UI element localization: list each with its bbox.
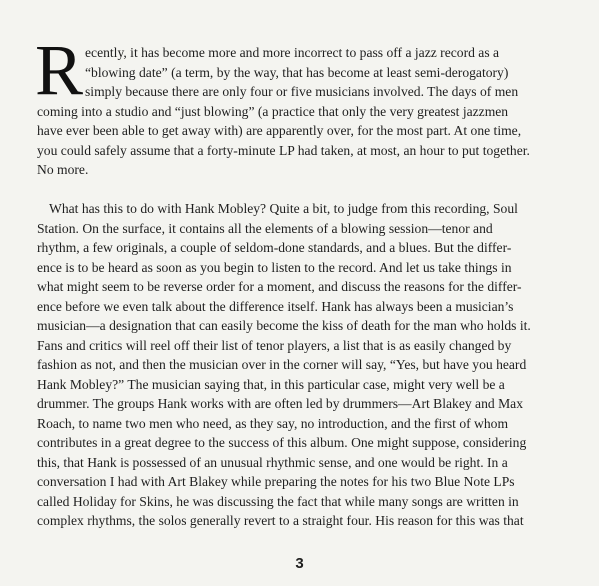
paragraph-line: this, that Hank is possessed of an unusual rhythmic sense, and one would be right. In a [37,454,508,470]
paragraph-line: Station. On the surface, it contains all the elements of a blowing session—tenor and [37,220,493,236]
paragraph-line: fashion as not, and then the musician over in the corner will say, “Yes, but have you heard [37,357,527,372]
paragraph-line: No more. [37,162,89,177]
paragraph-line: Roach, to name two men who need, as they say, no introduction, and the first of whom [37,415,509,431]
paragraph-1 [35,30,564,199]
paragraph-line: what might seem to be reverse order for a moment, and discuss the reasons for the differ- [37,279,522,294]
paragraph-line: ence before we even talk about the difference itself. Hank has always been a musician’s [37,298,514,314]
paragraph-line: Fans and critics will reel off their list of tenor players, a list that is as easily changed by [37,337,512,353]
paragraph-line: simply because there are only four or five musicians involved. The days of men [85,84,519,99]
paragraph-line: drummer. The groups Hank works with are often led by drummers—Art Blakey and Max [37,396,523,411]
paragraph-line: ecently, it has become more and more incorrect to pass off a jazz record as a [85,45,500,60]
paragraph-line: complex rhythms, the solos generally revert to a straight four. His reason for this was that [37,513,524,528]
paragraph-line: called Holiday for Skins, he was discussing the fact that while many songs are written in [37,493,519,509]
page-number: 3 [295,555,304,572]
paragraph-line: conversation I had with Art Blakey while preparing the notes for his two Blue Note LPs [37,474,515,489]
paragraph-line: you could safely assume that a forty-minute LP had taken, at most, an hour to put together. [37,142,530,158]
liner-notes-page [35,30,564,531]
paragraph-line: What has this to do with Hank Mobley? Quite a bit, to judge from this recording, Soul [49,201,518,216]
paragraph-line: ence is to be heard as soon as you begin to listen to the record. And let us take things in [37,259,512,275]
paragraph-line: rhythm, a few originals, a couple of seldom-done standards, and a blues. But the differ- [37,240,512,255]
paragraph-line: contributes in a great degree to the success of this album. One might suppose, considering [37,435,527,450]
paragraph-line: coming into a studio and “just blowing” (a practice that only the very greatest jazzmen [37,103,509,119]
paragraph-line: have ever been able to get away with) are apparently over, for the most part. At one time, [37,123,522,138]
paragraph-line: “blowing date” (a term, by the way, that has become at least semi-derogatory) [85,64,509,80]
paragraph-line: Hank Mobley?” The musician saying that, in this particular case, might very well be a [37,376,505,392]
paragraph-2 [37,199,564,531]
drop-cap: R [35,30,84,110]
paragraph-line: musician—a designation that can easily become the kiss of death for the man who holds it. [37,318,531,333]
